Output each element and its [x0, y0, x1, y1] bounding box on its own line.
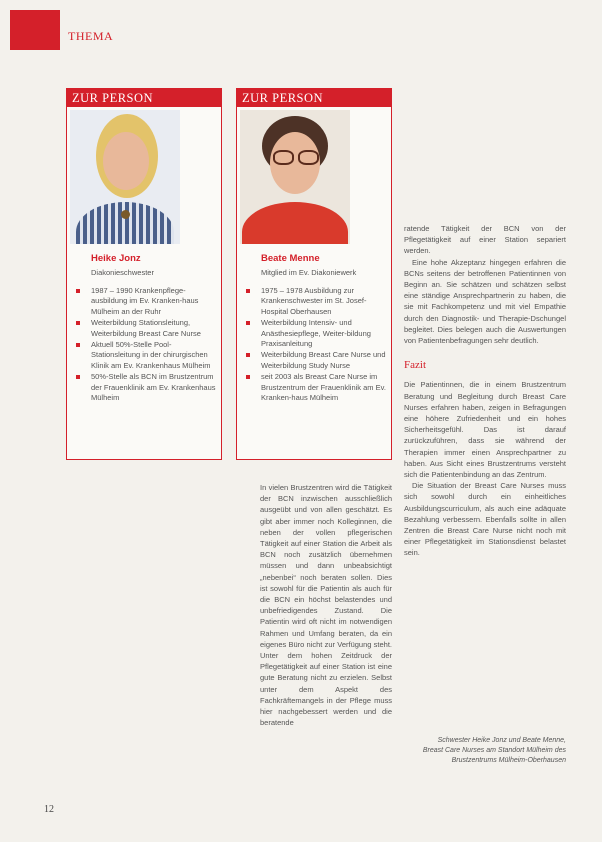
body-paragraph: ratende Tätigkeit der BCN von der Pflegetätigkeit auf einer Station separiert werden. — [404, 224, 566, 256]
article-column-right — [404, 223, 566, 559]
profile-heading: ZUR PERSON — [237, 89, 391, 107]
portrait-photo-jonz — [70, 110, 180, 244]
portrait-photo-menne — [240, 110, 350, 244]
list-item: Weiterbildung Intensiv- und Anästhesiepflege, Weiter-bildung Praxisanleitung — [261, 318, 387, 349]
list-item: Aktuell 50%-Stelle Pool-Stationsleitung in der chirurgischen Klinik am Ev. Krankenhaus Mülheim — [91, 340, 217, 371]
list-item: Weiterbildung Stationsleitung, Weiterbildung Breast Care Nurse — [91, 318, 217, 339]
profile-name: Heike Jonz — [91, 253, 141, 264]
body-paragraph: Die Patientinnen, die in einem Brustzentrum Beratung und Begleitung durch Breast Care Nurses erfahren haben, zeigen in Befragungen eine höhere Zufriedenheit und ein hohes Sicherheitsgefühl. Das ist darauf zurückzuführen, dass sie während der Therapien immer einen Ansprechpartner zu haben. Aus Sicht eines Brustzentrums versteht sich die Patientenbindung an das Zentrum. — [404, 380, 566, 480]
list-item: Weiterbildung Breast Care Nurse und Weiterbildung Study Nurse — [261, 350, 386, 370]
fazit-heading: Fazit — [404, 359, 426, 372]
body-paragraph: Eine hohe Akzeptanz hingegen erfahren die BCNs seitens der betroffenen Patientinnen von Beginn an. Sie schätzen und schätzen selbst eine ständige Ansprechpartnerin zu haben, die sie mit Fachkompetenz und mit viel Empathie durch den Diagnostik- und Therapie-Dschungel begleitet. Dies belegen auch die Auswertungen von Patientenbefragungen sehr deutlich. — [404, 257, 566, 346]
profile-name: Beate Menne — [261, 253, 320, 264]
article-column-middle — [260, 482, 392, 768]
list-item: 1987 – 1990 Krankenpflege-ausbildung im Ev. Kranken-haus Mülheim an der Ruhr — [91, 286, 217, 317]
profile-heading: ZUR PERSON — [67, 89, 221, 107]
section-label: THEMA — [68, 29, 114, 43]
profile-box-jonz — [66, 88, 222, 460]
profile-bullet-list — [237, 286, 391, 403]
profile-bullet-list — [67, 286, 221, 403]
page-number: 12 — [44, 804, 54, 815]
section-color-block — [10, 10, 60, 50]
body-paragraph: In vielen Brustzentren wird die Tätigkeit der BCN inzwischen ausschließlich ausgeübt und von allen geschätzt. Es gibt aber immer noch Kolleginnen, die neben der vollen pflegerischen Tätigkeit auf einer Station die Arbeit als BCN noch zusätzlich übernehmen müssen und dann unbeabsichtigt „nebenbei“ noch beraten sollen. Dies ist sowohl für die Patientin als auch für die BCN ein höchst belastendes und unbefriedigendes Zustand. Die Patientin wird oft nicht im notwendigen Rahmen und Umfang beraten, da ein eigenes Büro nicht zur Verfügung steht. Unter dem hohen Zeitdruck der Pflegetätigkeit auf einer Station ist eine gute Beratung nicht zu erzielen. Selbst unter dem Aspekt des Fachkräftemangels in der Pflege muss hier nachgebessert werden und die beratende — [260, 483, 392, 728]
profile-role: Mitglied im Ev. Diakoniewerk — [261, 268, 357, 277]
profile-role: Diakonieschwester — [91, 268, 154, 277]
list-item: seit 2003 als Breast Care Nurse im Brustzentrum der Frauenklinik am Ev. Kranken-haus Mülheim — [261, 372, 386, 403]
photo-caption: Schwester Heike Jonz und Beate Menne, Breast Care Nurses am Standort Mülheim des Brustzentrums Mülheim-Oberhausen — [422, 737, 566, 764]
profile-box-menne — [236, 88, 392, 460]
list-item: 50%-Stelle als BCN im Brustzentrum der Frauenklinik am Ev. Krankenhaus Mülheim — [91, 372, 216, 403]
list-item: 1975 – 1978 Ausbildung zur Krankenschwester im St. Josef-Hospital Oberhausen — [261, 286, 387, 317]
body-paragraph: Die Situation der Breast Care Nurses muss sich sowohl durch ein einheitliches Ausbildungscurriculum, als auch eine adäquate Bezahlung verbessern. Ebenfalls sollte in allen Zentren die Breast Care Nurse nicht noch mit einer Pflegetätigkeit im Stationsdienst belastet sein. — [404, 481, 566, 558]
